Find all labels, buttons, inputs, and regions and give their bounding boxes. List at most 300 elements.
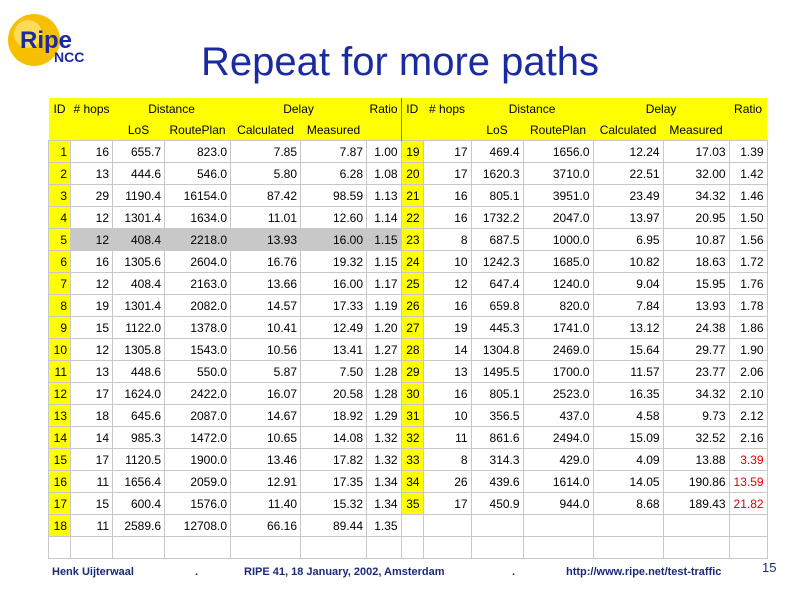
table-cell: 15.09 (593, 427, 663, 449)
table-cell (523, 515, 593, 537)
table-cell: 16.00 (301, 273, 367, 295)
table-cell: 11 (71, 471, 113, 493)
table-cell: 16 (423, 295, 471, 317)
table-cell: 1.28 (367, 383, 402, 405)
table-cell: 1190.4 (113, 185, 165, 207)
table-cell: 21 (401, 185, 423, 207)
header-hops-2: # hops (423, 98, 471, 119)
table-cell: 2087.0 (165, 405, 231, 427)
table-cell: 190.86 (663, 471, 729, 493)
table-row (49, 471, 768, 493)
table-cell: 11.40 (231, 493, 301, 515)
header-distance: Distance (113, 98, 231, 119)
table-cell: 1120.5 (113, 449, 165, 471)
table-cell: 13.93 (231, 229, 301, 251)
paths-table (48, 98, 768, 559)
table-cell: 1.90 (729, 339, 767, 361)
table-cell: 18.92 (301, 405, 367, 427)
table-cell: 2163.0 (165, 273, 231, 295)
table-cell: 98.59 (301, 185, 367, 207)
table-cell: 11 (423, 427, 471, 449)
table-cell: 24.38 (663, 317, 729, 339)
table-cell: 408.4 (113, 273, 165, 295)
table-cell: 12.60 (301, 207, 367, 229)
table-cell: 659.8 (471, 295, 523, 317)
table-cell: 10 (423, 405, 471, 427)
table-cell: 7 (49, 273, 71, 295)
table-cell: 1614.0 (523, 471, 593, 493)
table-cell: 20.58 (301, 383, 367, 405)
table-cell: 7.85 (231, 141, 301, 163)
table-cell: 3951.0 (523, 185, 593, 207)
table-row (49, 515, 768, 537)
table-row (49, 141, 768, 163)
header-hops: # hops (71, 98, 113, 119)
table-cell: 1.34 (367, 493, 402, 515)
table-cell: 1543.0 (165, 339, 231, 361)
table-cell: 1495.5 (471, 361, 523, 383)
table-cell: 12 (71, 229, 113, 251)
table-cell: 16154.0 (165, 185, 231, 207)
table-cell: 823.0 (165, 141, 231, 163)
table-cell: 687.5 (471, 229, 523, 251)
paths-table-container (48, 98, 768, 559)
page-number: 15 (762, 560, 777, 575)
table-cell: 16 (423, 383, 471, 405)
table-cell: 15 (71, 317, 113, 339)
table-row (49, 361, 768, 383)
table-cell: 1242.3 (471, 251, 523, 273)
table-cell: 820.0 (523, 295, 593, 317)
table-cell: 1741.0 (523, 317, 593, 339)
table-cell: 12 (71, 207, 113, 229)
table-cell: 2218.0 (165, 229, 231, 251)
table-cell: 1.15 (367, 229, 402, 251)
table-cell: 1.86 (729, 317, 767, 339)
table-cell: 17 (423, 141, 471, 163)
table-cell: 6.95 (593, 229, 663, 251)
table-row (49, 449, 768, 471)
table-cell: 15.32 (301, 493, 367, 515)
table-cell (471, 515, 523, 537)
table-cell: 23.77 (663, 361, 729, 383)
table-cell: 1.19 (367, 295, 402, 317)
table-cell: 3710.0 (523, 163, 593, 185)
table-cell: 1.56 (729, 229, 767, 251)
table-row (49, 317, 768, 339)
table-cell: 12.24 (593, 141, 663, 163)
table-cell: 11 (71, 515, 113, 537)
table-cell (423, 515, 471, 537)
table-cell: 13.12 (593, 317, 663, 339)
header-measured: Measured (301, 119, 367, 141)
table-cell: 16 (71, 251, 113, 273)
table-cell: 33 (401, 449, 423, 471)
table-cell: 7.87 (301, 141, 367, 163)
table-cell: 19 (401, 141, 423, 163)
table-cell: 429.0 (523, 449, 593, 471)
table-cell: 15.95 (663, 273, 729, 295)
header-distance-2: Distance (471, 98, 593, 119)
table-cell: 8 (423, 229, 471, 251)
table-cell: 1634.0 (165, 207, 231, 229)
table-cell: 34.32 (663, 383, 729, 405)
table-cell: 469.4 (471, 141, 523, 163)
table-cell: 6 (49, 251, 71, 273)
table-cell: 20.95 (663, 207, 729, 229)
table-cell: 2047.0 (523, 207, 593, 229)
table-cell: 14.08 (301, 427, 367, 449)
table-cell: 14 (49, 427, 71, 449)
footer-author: Henk Uijterwaal (52, 566, 134, 578)
table-cell: 13.93 (663, 295, 729, 317)
table-cell: 1301.4 (113, 207, 165, 229)
table-cell: 805.1 (471, 383, 523, 405)
table-cell: 12708.0 (165, 515, 231, 537)
table-cell: 15 (71, 493, 113, 515)
table-cell (663, 515, 729, 537)
table-cell: 13.41 (301, 339, 367, 361)
table-cell: 445.3 (471, 317, 523, 339)
table-cell: 30 (401, 383, 423, 405)
table-cell: 1.13 (367, 185, 402, 207)
table-cell: 18 (49, 515, 71, 537)
table-cell: 7.84 (593, 295, 663, 317)
table-cell: 3 (49, 185, 71, 207)
table-cell: 1900.0 (165, 449, 231, 471)
table-cell: 1.29 (367, 405, 402, 427)
footer-separator-1: . (195, 566, 199, 578)
table-cell: 12.49 (301, 317, 367, 339)
table-cell: 18 (71, 405, 113, 427)
table-cell: 5.80 (231, 163, 301, 185)
table-cell: 2 (49, 163, 71, 185)
table-cell: 8 (49, 295, 71, 317)
table-cell: 89.44 (301, 515, 367, 537)
table-cell: 32 (401, 427, 423, 449)
table-cell: 13 (49, 405, 71, 427)
table-cell: 1.32 (367, 449, 402, 471)
table-cell: 1656.4 (113, 471, 165, 493)
table-cell: 23.49 (593, 185, 663, 207)
footer-url[interactable]: http://www.ripe.net/test-traffic (566, 566, 722, 578)
table-row (49, 251, 768, 273)
table-cell: 1.34 (367, 471, 402, 493)
table-cell: 16 (423, 185, 471, 207)
table-row (49, 405, 768, 427)
table-cell (729, 515, 767, 537)
table-cell: 6.28 (301, 163, 367, 185)
table-cell: 1.78 (729, 295, 767, 317)
table-cell: 2422.0 (165, 383, 231, 405)
table-cell: 1.14 (367, 207, 402, 229)
table-cell: 1304.8 (471, 339, 523, 361)
table-cell: 1620.3 (471, 163, 523, 185)
table-cell: 1122.0 (113, 317, 165, 339)
header-calculated-2: Calculated (593, 119, 663, 141)
table-cell: 16 (423, 207, 471, 229)
table-cell: 12.91 (231, 471, 301, 493)
table-cell: 12 (71, 273, 113, 295)
table-cell: 18.63 (663, 251, 729, 273)
table-cell: 13.59 (729, 471, 767, 493)
table-cell: 16 (71, 141, 113, 163)
table-cell: 1700.0 (523, 361, 593, 383)
table-cell: 1732.2 (471, 207, 523, 229)
table-cell: 29 (71, 185, 113, 207)
table-cell: 1.15 (367, 251, 402, 273)
table-cell: 17.35 (301, 471, 367, 493)
header-ratio: Ratio (367, 98, 402, 119)
table-cell: 14 (71, 427, 113, 449)
table-cell: 24 (401, 251, 423, 273)
table-cell: 13.88 (663, 449, 729, 471)
logo-text-main: Ripe (20, 27, 73, 54)
table-cell: 11.57 (593, 361, 663, 383)
table-cell: 27 (401, 317, 423, 339)
table-cell: 1624.0 (113, 383, 165, 405)
table-cell: 17 (49, 493, 71, 515)
table-cell: 21.82 (729, 493, 767, 515)
table-cell: 31 (401, 405, 423, 427)
table-header-row-2 (49, 119, 768, 141)
table-cell: 356.5 (471, 405, 523, 427)
table-cell: 647.4 (471, 273, 523, 295)
table-row (49, 295, 768, 317)
table-cell: 10 (49, 339, 71, 361)
table-cell: 1656.0 (523, 141, 593, 163)
table-cell: 546.0 (165, 163, 231, 185)
table-cell: 9.73 (663, 405, 729, 427)
table-cell: 22.51 (593, 163, 663, 185)
table-cell: 14.67 (231, 405, 301, 427)
table-cell: 1.32 (367, 427, 402, 449)
table-cell: 9 (49, 317, 71, 339)
table-row (49, 339, 768, 361)
table-cell: 13 (423, 361, 471, 383)
table-cell: 29.77 (663, 339, 729, 361)
table-cell: 2059.0 (165, 471, 231, 493)
table-cell: 2.16 (729, 427, 767, 449)
table-cell (593, 515, 663, 537)
table-cell: 17 (71, 449, 113, 471)
table-cell: 1.72 (729, 251, 767, 273)
table-cell: 12 (71, 339, 113, 361)
table-cell: 10.56 (231, 339, 301, 361)
table-row (49, 185, 768, 207)
table-row (49, 229, 768, 251)
table-cell: 2523.0 (523, 383, 593, 405)
table-cell: 13.97 (593, 207, 663, 229)
table-cell: 5.87 (231, 361, 301, 383)
header-delay: Delay (231, 98, 367, 119)
table-cell: 23 (401, 229, 423, 251)
table-row (49, 207, 768, 229)
table-cell: 17 (423, 493, 471, 515)
table-cell: 14 (423, 339, 471, 361)
table-cell: 1685.0 (523, 251, 593, 273)
table-cell: 448.6 (113, 361, 165, 383)
table-cell: 805.1 (471, 185, 523, 207)
table-cell: 15.64 (593, 339, 663, 361)
table-cell: 2.12 (729, 405, 767, 427)
table-cell: 439.6 (471, 471, 523, 493)
table-cell: 1305.8 (113, 339, 165, 361)
table-cell: 11.01 (231, 207, 301, 229)
table-cell: 10.41 (231, 317, 301, 339)
table-cell: 1576.0 (165, 493, 231, 515)
table-cell: 15 (49, 449, 71, 471)
table-cell: 14.05 (593, 471, 663, 493)
table-cell: 17.82 (301, 449, 367, 471)
table-cell: 16.35 (593, 383, 663, 405)
table-cell: 19.32 (301, 251, 367, 273)
table-cell: 1472.0 (165, 427, 231, 449)
table-cell: 17.03 (663, 141, 729, 163)
table-cell: 4.58 (593, 405, 663, 427)
table-cell: 189.43 (663, 493, 729, 515)
table-cell: 17.33 (301, 295, 367, 317)
header-delay-2: Delay (593, 98, 729, 119)
table-header-row-1 (49, 98, 768, 119)
header-los: LoS (113, 119, 165, 141)
header-calculated: Calculated (231, 119, 301, 141)
table-cell: 2494.0 (523, 427, 593, 449)
table-cell: 1301.4 (113, 295, 165, 317)
table-cell: 2469.0 (523, 339, 593, 361)
table-cell: 645.6 (113, 405, 165, 427)
table-cell: 20 (401, 163, 423, 185)
table-cell: 550.0 (165, 361, 231, 383)
table-cell: 10.82 (593, 251, 663, 273)
table-cell: 944.0 (523, 493, 593, 515)
table-row-empty (49, 537, 768, 559)
table-row (49, 383, 768, 405)
table-cell: 17 (423, 163, 471, 185)
table-cell: 600.4 (113, 493, 165, 515)
table-cell: 13 (71, 361, 113, 383)
table-cell: 1.50 (729, 207, 767, 229)
table-cell: 437.0 (523, 405, 593, 427)
table-cell: 16.76 (231, 251, 301, 273)
table-cell: 1.39 (729, 141, 767, 163)
table-cell: 32.52 (663, 427, 729, 449)
table-cell: 5 (49, 229, 71, 251)
table-cell: 408.4 (113, 229, 165, 251)
table-cell: 8 (423, 449, 471, 471)
header-los-2: LoS (471, 119, 523, 141)
header-measured-2: Measured (663, 119, 729, 141)
table-cell: 87.42 (231, 185, 301, 207)
table-cell: 2082.0 (165, 295, 231, 317)
table-cell: 3.39 (729, 449, 767, 471)
table-cell: 655.7 (113, 141, 165, 163)
header-ratio-2: Ratio (729, 98, 767, 119)
table-cell: 19 (71, 295, 113, 317)
footer-event: RIPE 41, 18 January, 2002, Amsterdam (244, 566, 445, 578)
table-cell: 1.17 (367, 273, 402, 295)
table-cell: 11 (49, 361, 71, 383)
page-title: Repeat for more paths (201, 40, 599, 84)
table-cell: 1.46 (729, 185, 767, 207)
table-cell: 2604.0 (165, 251, 231, 273)
table-cell: 34 (401, 471, 423, 493)
table-cell: 1.00 (367, 141, 402, 163)
table-cell: 32.00 (663, 163, 729, 185)
table-cell: 34.32 (663, 185, 729, 207)
table-cell: 10 (423, 251, 471, 273)
table-cell: 2589.6 (113, 515, 165, 537)
table-cell: 2.10 (729, 383, 767, 405)
table-cell: 1.35 (367, 515, 402, 537)
header-routeplan: RoutePlan (165, 119, 231, 141)
table-cell: 1000.0 (523, 229, 593, 251)
footer-separator-2: . (512, 566, 516, 578)
table-cell (401, 515, 423, 537)
table-row (49, 273, 768, 295)
table-cell: 985.3 (113, 427, 165, 449)
table-cell: 10.87 (663, 229, 729, 251)
table-row (49, 163, 768, 185)
table-cell: 4 (49, 207, 71, 229)
table-cell: 2.06 (729, 361, 767, 383)
table-cell: 1240.0 (523, 273, 593, 295)
table-cell: 1.42 (729, 163, 767, 185)
table-cell: 35 (401, 493, 423, 515)
table-cell: 22 (401, 207, 423, 229)
table-cell: 13.66 (231, 273, 301, 295)
table-cell: 1.28 (367, 361, 402, 383)
logo-text-sub: NCC (54, 49, 85, 65)
table-cell: 861.6 (471, 427, 523, 449)
table-cell: 314.3 (471, 449, 523, 471)
table-cell: 28 (401, 339, 423, 361)
table-cell: 13.46 (231, 449, 301, 471)
table-row (49, 427, 768, 449)
table-cell: 16 (49, 471, 71, 493)
table-cell: 7.50 (301, 361, 367, 383)
table-cell: 1 (49, 141, 71, 163)
table-cell: 1305.6 (113, 251, 165, 273)
table-cell: 1.20 (367, 317, 402, 339)
table-cell: 19 (423, 317, 471, 339)
table-cell: 12 (49, 383, 71, 405)
table-cell: 1.08 (367, 163, 402, 185)
table-cell: 1.76 (729, 273, 767, 295)
table-cell: 66.16 (231, 515, 301, 537)
table-cell: 450.9 (471, 493, 523, 515)
table-cell: 12 (423, 273, 471, 295)
header-routeplan-2: RoutePlan (523, 119, 593, 141)
table-cell: 29 (401, 361, 423, 383)
table-cell: 8.68 (593, 493, 663, 515)
table-cell: 13 (71, 163, 113, 185)
table-cell: 26 (423, 471, 471, 493)
header-id-2: ID (401, 98, 423, 119)
table-cell: 9.04 (593, 273, 663, 295)
table-cell: 1378.0 (165, 317, 231, 339)
table-cell: 16.00 (301, 229, 367, 251)
table-cell: 1.27 (367, 339, 402, 361)
table-cell: 10.65 (231, 427, 301, 449)
table-cell: 4.09 (593, 449, 663, 471)
table-cell: 26 (401, 295, 423, 317)
table-cell: 16.07 (231, 383, 301, 405)
table-row (49, 493, 768, 515)
table-cell: 14.57 (231, 295, 301, 317)
table-cell: 444.6 (113, 163, 165, 185)
table-cell: 25 (401, 273, 423, 295)
